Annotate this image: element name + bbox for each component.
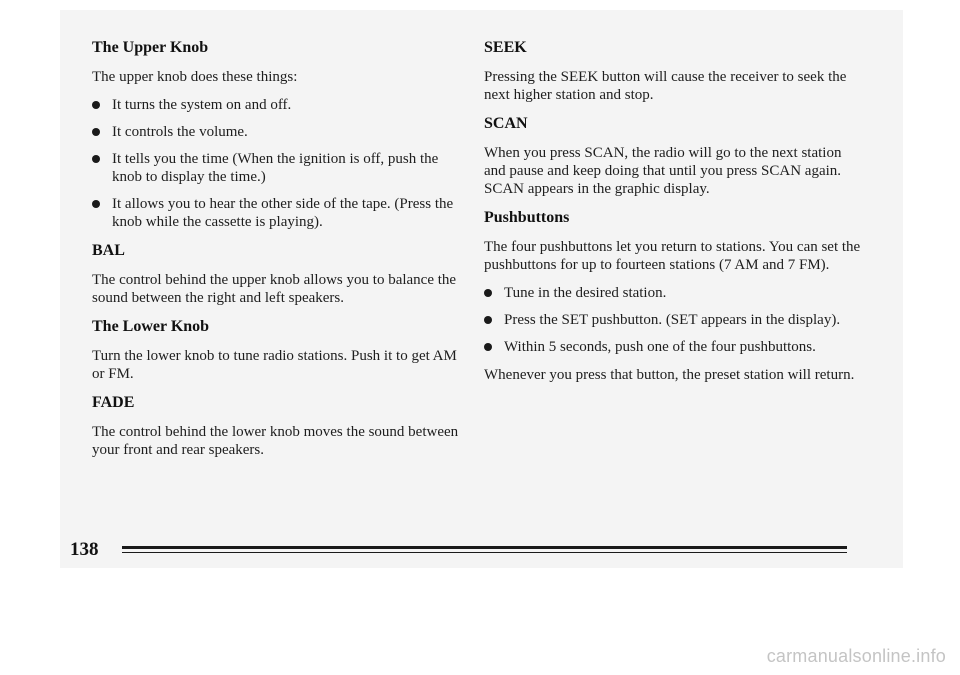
seek-heading: SEEK [484,39,527,56]
list-item-text: It turns the system on and off. [112,97,292,113]
upper-knob-heading: The Upper Knob [92,39,209,56]
fade-section [92,393,472,459]
pushbuttons-section [484,208,864,384]
bullet-icon [92,128,100,136]
watermark: carmanualsonline.info [766,646,946,666]
list-item-text: Within 5 seconds, push one of the four pushbuttons. [504,339,816,355]
list-item [92,195,472,231]
scan-section [484,114,864,198]
right-column [484,38,864,394]
fade-heading: FADE [92,394,135,411]
pushbuttons-list [484,284,864,356]
list-item-text: Tune in the desired station. [504,285,667,301]
lower-knob-text: Turn the lower knob to tune radio stations. Push it to get AM or FM. [92,348,457,382]
upper-knob-section [92,38,472,231]
fade-text: The control behind the lower knob moves the sound between your front and rear speakers. [92,424,459,458]
list-item [484,284,864,302]
list-item-text: It allows you to hear the other side of the tape. (Press the knob while the cassette is playing). [112,196,454,230]
bullet-icon [92,101,100,109]
bullet-icon [92,155,100,163]
list-item [92,123,472,141]
upper-knob-list [92,96,472,231]
list-item-text: Press the SET pushbutton. (SET appears in the display). [504,312,841,328]
list-item [484,338,864,356]
bullet-icon [484,316,492,324]
list-item-text: It tells you the time (When the ignition is off, push the knob to display the time.) [112,151,439,185]
pushbuttons-outro: Whenever you press that button, the preset station will return. [484,367,855,383]
list-item [92,96,472,114]
bal-heading: BAL [92,242,125,259]
bullet-icon [484,289,492,297]
manual-page [60,10,903,568]
lower-knob-section [92,317,472,383]
seek-text: Pressing the SEEK button will cause the receiver to seek the next higher station and stop. [484,69,847,103]
list-item-text: It controls the volume. [112,124,248,140]
upper-knob-intro: The upper knob does these things: [92,69,298,85]
scan-heading: SCAN [484,115,528,132]
page-number: 138 [70,539,99,560]
bal-text: The control behind the upper knob allows you to balance the sound between the right and left speakers. [92,272,457,306]
left-column [92,38,472,469]
bullet-icon [92,200,100,208]
pushbuttons-heading: Pushbuttons [484,209,570,226]
page-footer [60,538,903,562]
footer-rule-thick [122,546,847,549]
seek-section [484,38,864,104]
list-item [92,150,472,186]
scan-text: When you press SCAN, the radio will go to the next station and pause and keep doing that until you press SCAN again. SCAN appears in the graphic display. [484,145,842,197]
footer-rule-thin [122,552,847,553]
list-item [484,311,864,329]
bal-section [92,241,472,307]
pushbuttons-intro: The four pushbuttons let you return to stations. You can set the pushbuttons for up to fourteen stations (7 AM and 7 FM). [484,239,861,273]
bullet-icon [484,343,492,351]
lower-knob-heading: The Lower Knob [92,318,210,335]
